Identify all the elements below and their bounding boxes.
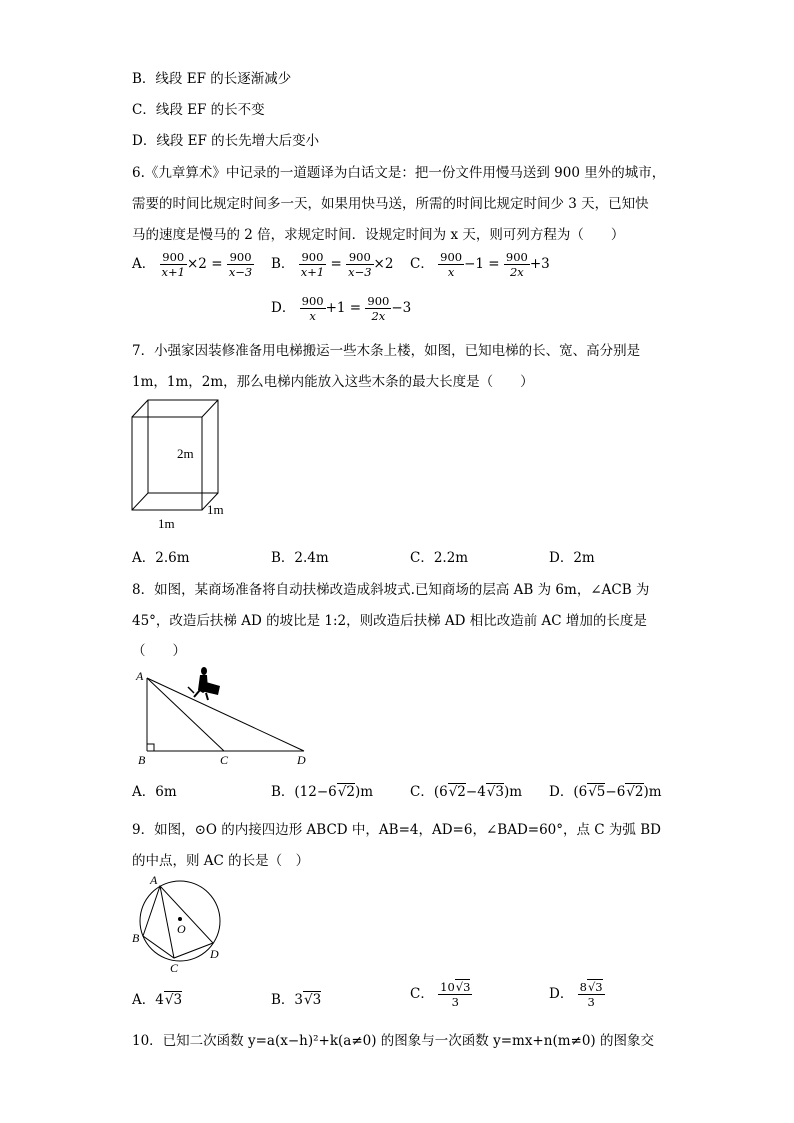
point-a-label: A [150,873,158,887]
q7-stem-line1: 7．小强家因装修准备用电梯搬运一些木条上楼，如图，已知电梯的长、宽、高分别是 [132,343,641,359]
q5-option-d: D．线段 EF 的长先增大后变小 [132,133,320,149]
q8-option-d: D．(6√5−6√2)m [549,784,662,800]
fig-label-length: 1m [207,502,224,517]
q8-option-a: A．6m [132,784,177,800]
q7-option-b: B．2.4m [271,550,329,566]
q7-option-a: A．2.6m [132,550,190,566]
fig-label-width: 1m [158,516,175,531]
q6-option-c: C． $\frac{900}{x}$ −1 = $\frac{900}{2x}$ +3 [410,250,550,279]
q5-option-b: B．线段 EF 的长逐渐减少 [132,71,292,87]
q6-option-d: D． $\frac{900}{x}$ +1 = $\frac{900}{2x}$ −3 [271,294,412,323]
q7-option-d: D．2m [549,550,595,566]
escalator-figure [128,660,318,770]
q6-stem-line2: 需要的时间比规定时间多一天，如果用快马送，所需的时间比规定时间少 3 天，已知快 [132,196,649,212]
q10-stem-line1: 10．已知二次函数 y=a(x−h)²+k(a≠0) 的图象与一次函数 y=mx+n(m≠0) 的图象交 [132,1033,654,1049]
q9-option-d: D． $\frac{8√3}{3}$ [549,980,603,1009]
q8-stem-line3: （ ） [132,643,186,659]
q8-stem-line1: 8．如图，某商场准备将自动扶梯改造成斜坡式.已知商场的层高 AB 为 6m，∠ACB 为 [132,582,650,598]
q9-option-b: B．3√3 [271,992,322,1008]
point-a-label: A [136,669,144,683]
point-d-label: D [210,947,219,961]
q7-option-c: C．2.2m [410,550,469,566]
q9-option-a: A．4√3 [132,992,183,1008]
center-dot [178,917,182,921]
box-front-face [132,417,202,510]
q8-option-b: B．(12−6√2)m [271,784,374,800]
elevator-box-figure [125,392,240,534]
point-c-label: C [170,961,179,975]
q9-stem-line1: 9．如图，⊙O 的内接四边形 ABCD 中，AB=4，AD=6，∠BAD=60°，点 C 为弧 BD [132,822,661,838]
point-b-label: B [138,753,146,767]
point-d-label: D [297,753,306,767]
fig-label-height: 2m [177,446,194,461]
q8-option-c: C．(6√2−4√3)m [410,784,523,800]
q6-option-a: A． $\frac{900}{x+1}$ ×2 = $\frac{900}{x-3}$ [132,250,253,279]
circle-quadrilateral-figure [128,868,233,978]
q9-stem-line2: 的中点，则 AC 的长是（ ） [132,853,310,869]
q6-stem-line1: 6.《九章算术》中记录的一道题译为白话文是：把一份文件用慢马送到 900 里外的城市， [132,165,666,181]
point-b-label: B [132,931,140,945]
q6-stem-line3: 马的速度是慢马的 2 倍，求规定时间．设规定时间为 x 天，则可列方程为（ ） [132,227,625,243]
point-c-label: C [220,753,229,767]
point-o-label: O [177,922,186,936]
q8-stem-line2: 45°，改造后扶梯 AD 的坡比是 1:2，则改造后扶梯 AD 相比改造前 AC 增加的长度是 [132,613,647,629]
q5-option-c: C．线段 EF 的长不变 [132,102,265,118]
q6-option-b: B． $\frac{900}{x+1}$ = $\frac{900}{x-3}$ ×2 [271,250,394,279]
q7-stem-line2: 1m，1m，2m，那么电梯内能放入这些木条的最大长度是（ ） [132,374,534,390]
q9-option-c: C． $\frac{10√3}{3}$ [410,980,471,1009]
shopper-icon [188,667,220,700]
